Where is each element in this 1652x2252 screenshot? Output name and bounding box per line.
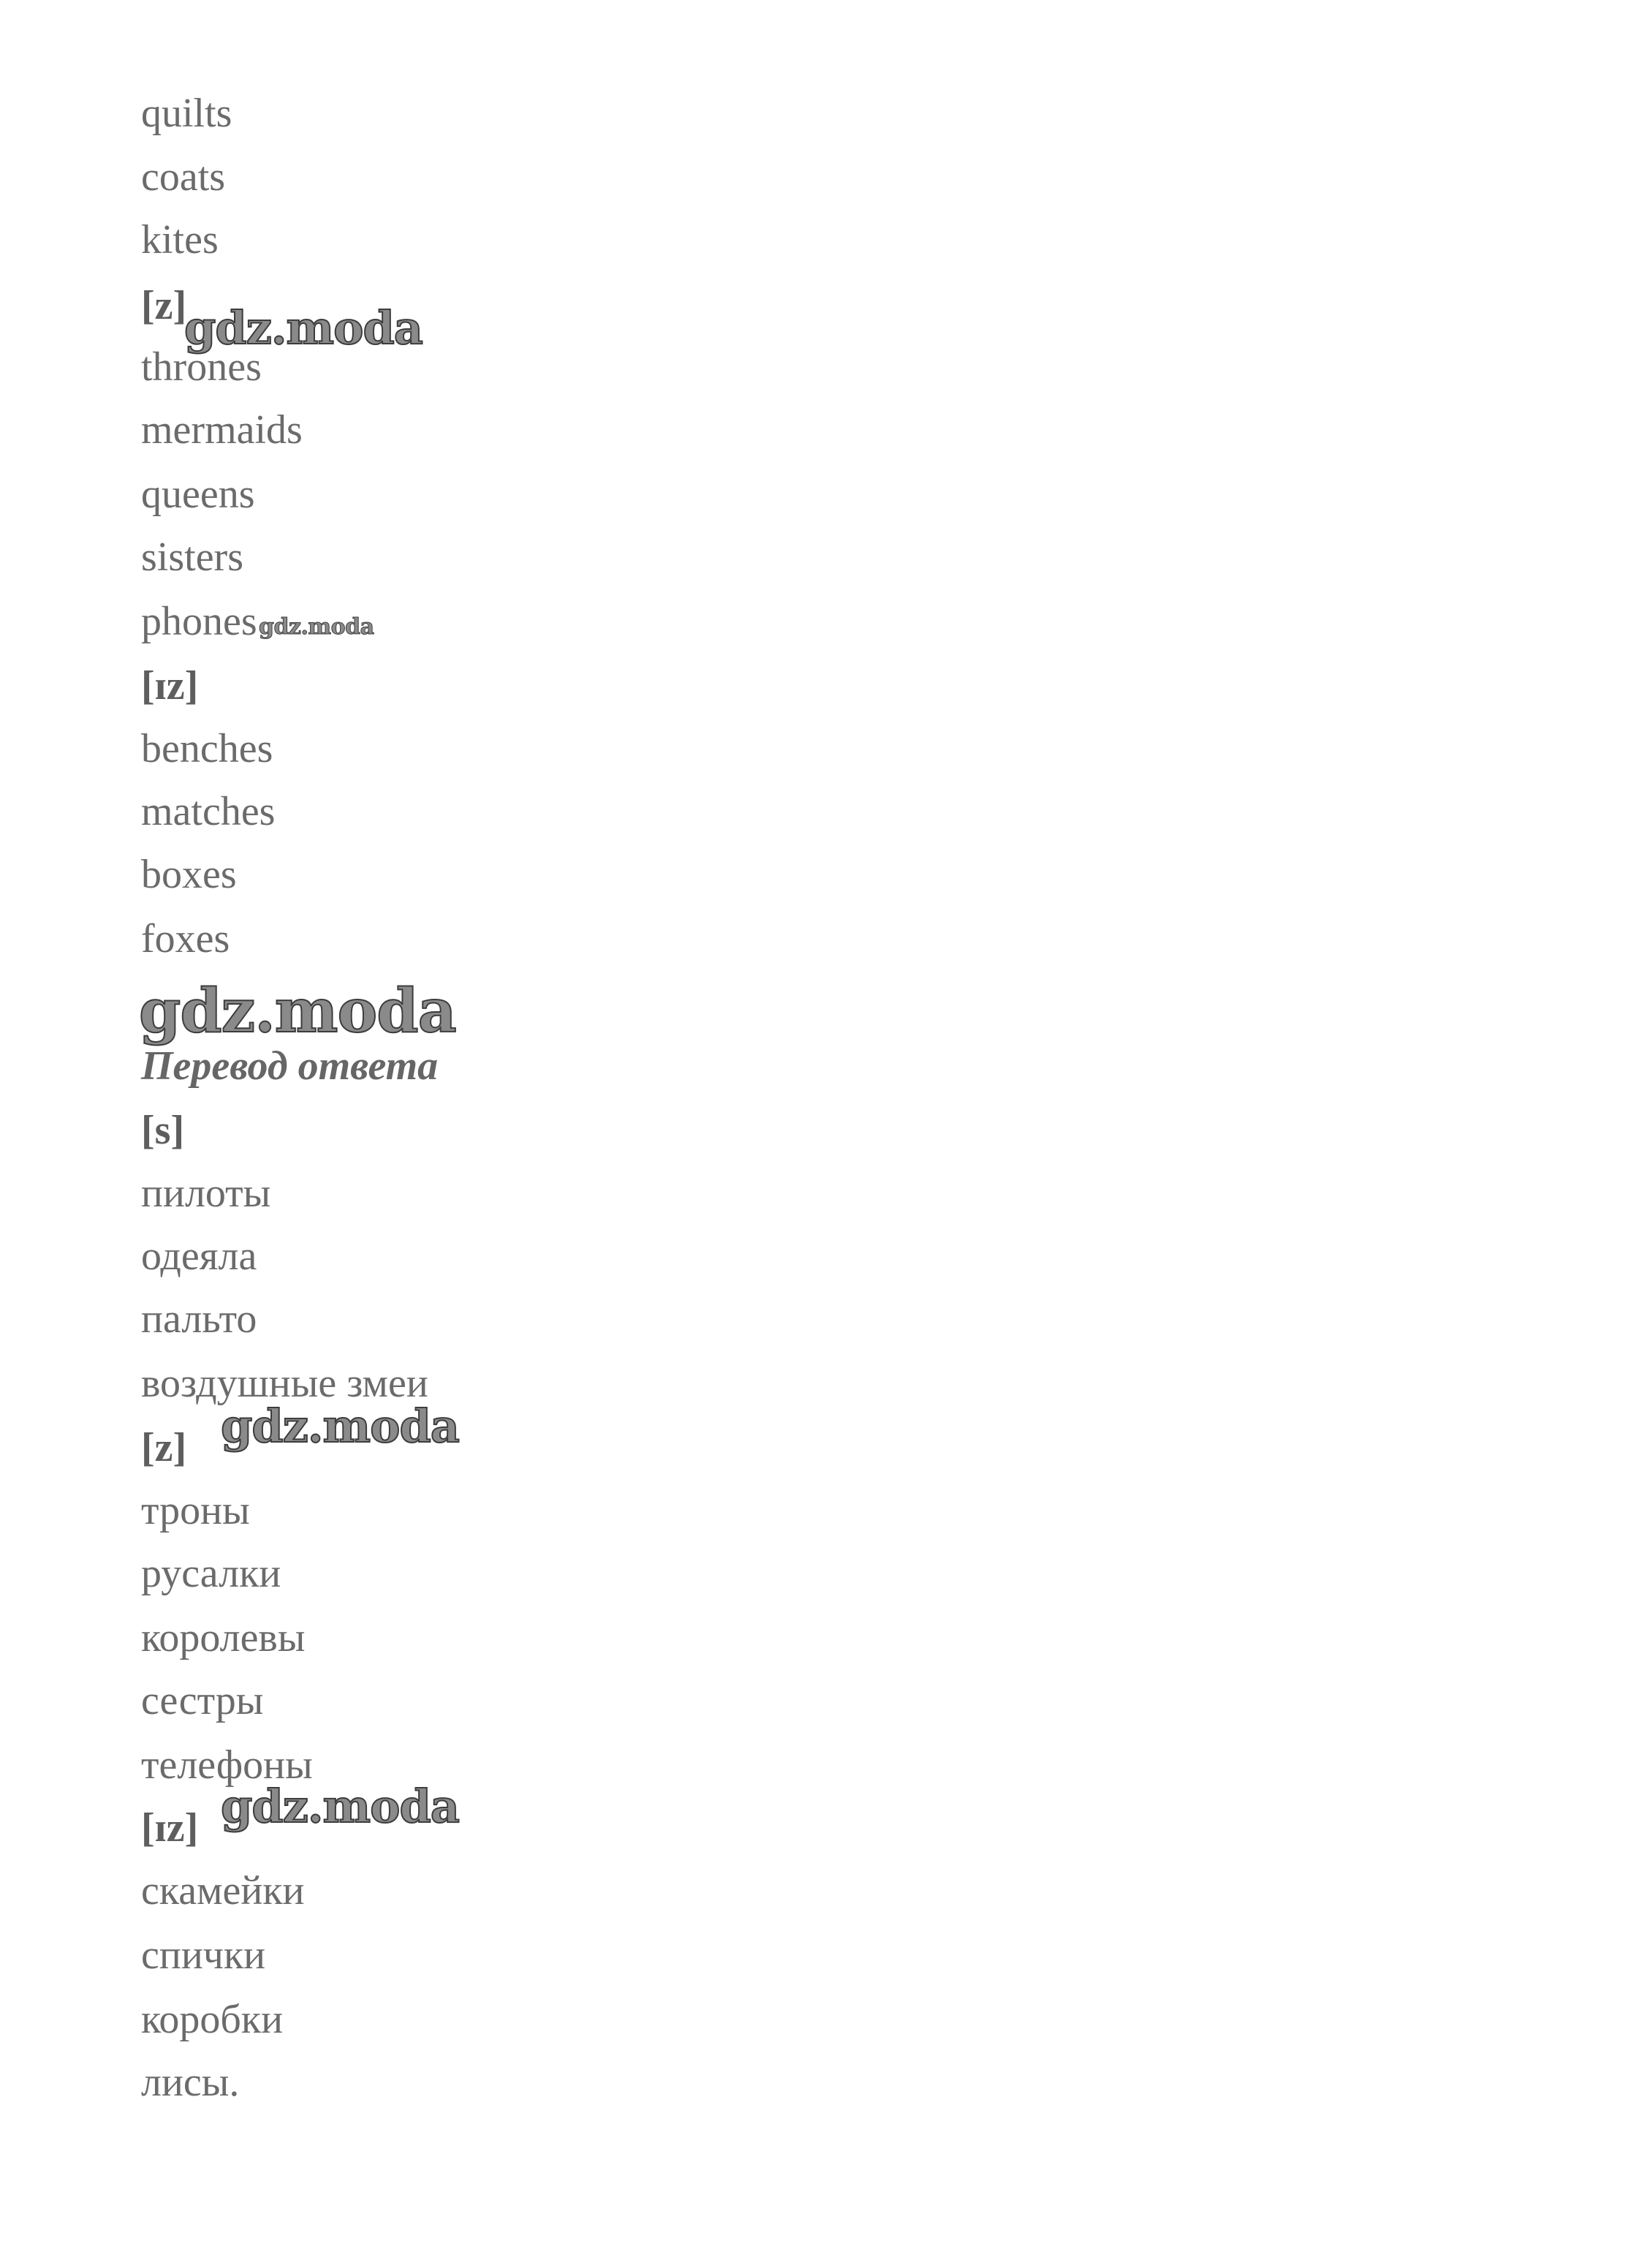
word-quilts: quilts [141, 91, 232, 136]
word-spichki: спички [141, 1932, 266, 1978]
word-korobki: коробки [141, 1997, 284, 2042]
word-sisters: sisters [141, 534, 243, 580]
watermark-logo-1: gdz.moda [184, 301, 423, 355]
heading-z-translation: [z] [141, 1425, 187, 1470]
watermark-logo-3: gdz.moda [139, 976, 456, 1046]
word-piloty: пилоты [141, 1171, 271, 1216]
word-telefony: телефоны [141, 1742, 313, 1788]
word-coats: coats [141, 154, 226, 200]
heading-iz-translation: [ɪz] [141, 1805, 199, 1851]
word-rusalki: русалки [141, 1551, 281, 1596]
word-lisy: лисы. [141, 2060, 240, 2105]
word-mermaids: mermaids [141, 407, 303, 453]
watermark-logo-4: gdz.moda [221, 1399, 459, 1453]
word-foxes: foxes [141, 916, 230, 961]
word-matches: matches [141, 789, 276, 834]
word-palto: пальто [141, 1296, 257, 1342]
heading-s-translation: [s] [141, 1108, 185, 1153]
heading-z: [z] [141, 283, 187, 328]
word-vozdushnye-zmei: воздушные змеи [141, 1361, 428, 1406]
word-thrones: thrones [141, 344, 262, 390]
word-queens: queens [141, 472, 255, 517]
word-odeyala: одеяла [141, 1233, 257, 1279]
word-boxes: boxes [141, 852, 237, 897]
word-sestry: сестры [141, 1678, 264, 1723]
word-phones: phones [141, 599, 257, 644]
word-benches: benches [141, 726, 273, 771]
word-trony: троны [141, 1488, 250, 1533]
word-korolevy: королевы [141, 1615, 306, 1660]
word-kites: kites [141, 217, 219, 262]
watermark-logo-5: gdz.moda [221, 1780, 459, 1833]
translation-title: Перевод ответа [141, 1043, 439, 1089]
word-skameyki: скамейки [141, 1868, 305, 1913]
heading-iz: [ɪz] [141, 663, 199, 709]
watermark-logo-2: gdz.moda [259, 614, 374, 640]
